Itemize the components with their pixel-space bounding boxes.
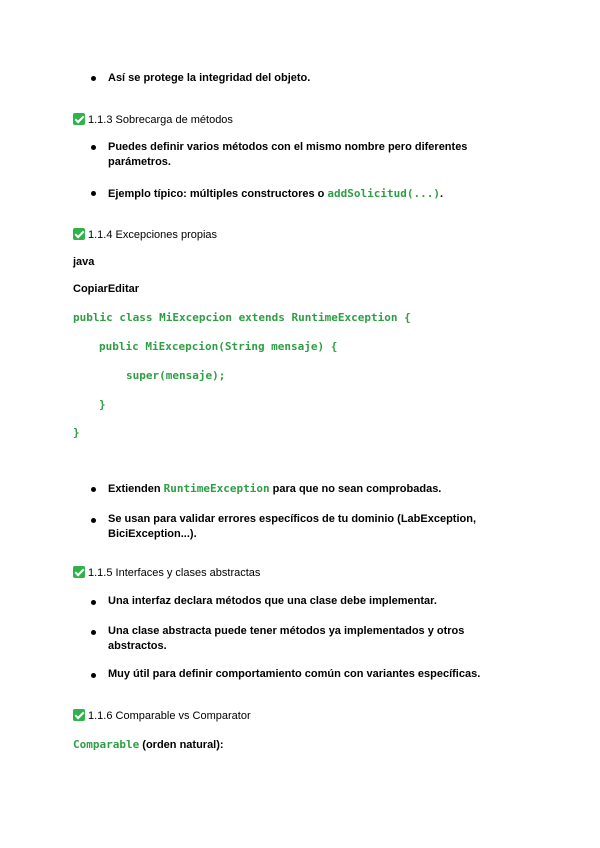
bullet-dot: [91, 673, 96, 678]
bullet-dot: [91, 630, 96, 635]
bullet-text: Se usan para validar errores específicos de tu dominio (LabException,: [108, 513, 477, 525]
check-mark-icon: [73, 566, 85, 578]
heading-text: 1.1.4 Excepciones propias: [88, 229, 218, 241]
bullet-dot: [91, 600, 96, 605]
bullet-text: [108, 481, 441, 497]
heading-text: 1.1.5 Interfaces y clases abstractas: [88, 567, 261, 579]
bullet-text-part: .: [440, 188, 444, 200]
bullet-text: Una clase abstracta puede tener métodos ya implementados y otros: [108, 625, 465, 637]
heading-text: 1.1.6 Comparable vs Comparator: [88, 710, 251, 722]
section-heading-1-1-3: [73, 113, 233, 128]
section-heading-1-1-4: [73, 228, 217, 243]
heading-text: 1.1.3 Sobrecarga de métodos: [88, 114, 233, 126]
bullet-text: Una interfaz declara métodos que una clase debe implementar.: [108, 595, 437, 607]
inline-code: Comparable: [73, 738, 140, 751]
section-heading-1-1-6: [73, 709, 251, 724]
paragraph-text: (orden natural):: [139, 739, 224, 751]
code-language-label: java: [73, 256, 95, 268]
code-line: public class MiExcepcion extends RuntimeException {: [73, 311, 411, 324]
bullet-text-continued: BiciException...).: [108, 528, 197, 540]
check-mark-icon: [73, 113, 85, 125]
check-mark-icon: [73, 709, 85, 721]
bullet-text-continued: abstractos.: [108, 640, 167, 652]
bullet-dot: [91, 76, 96, 81]
check-mark-icon: [73, 228, 85, 240]
bullet-text-continued: parámetros.: [108, 156, 171, 168]
bullet-dot: [91, 518, 96, 523]
copy-edit-label[interactable]: CopiarEditar: [73, 283, 140, 295]
bullet-text: Muy útil para definir comportamiento común con variantes específicas.: [108, 668, 481, 680]
bullet-text-part: para que no sean comprobadas.: [269, 483, 442, 495]
section-heading-1-1-5: [73, 566, 260, 581]
bullet-text: [108, 186, 443, 202]
bullet-dot: [91, 145, 96, 150]
inline-code: RuntimeException: [163, 482, 270, 495]
paragraph-line: [73, 737, 224, 753]
code-line: public MiExcepcion(String mensaje) {: [99, 340, 338, 353]
bullet-text-part: Extienden: [108, 483, 164, 495]
code-line: super(mensaje);: [126, 369, 226, 382]
bullet-text-part: Ejemplo típico: múltiples constructores o: [108, 188, 328, 200]
code-line: }: [99, 398, 106, 411]
bullet-text: Puedes definir varios métodos con el mismo nombre pero diferentes: [108, 141, 468, 153]
code-line: }: [73, 426, 80, 439]
bullet-text: Así se protege la integridad del objeto.: [108, 72, 311, 84]
inline-code: addSolicitud(...): [327, 187, 441, 200]
bullet-dot: [91, 487, 96, 492]
bullet-dot: [91, 191, 96, 196]
